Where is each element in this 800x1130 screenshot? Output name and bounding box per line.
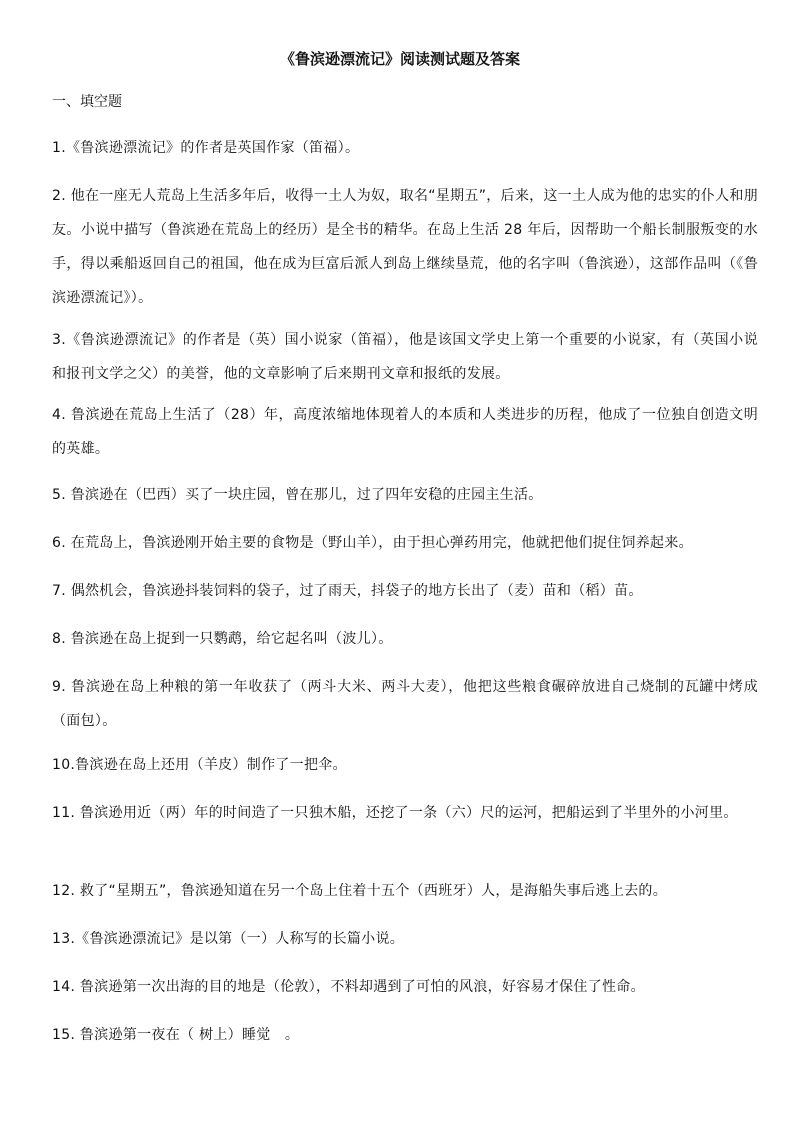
question-3: 3.《鲁滨逊漂流记》的作者是（英）国小说家（笛福），他是该国文学史上第一个重要的小说家，有（英国小说和报刊文学之父）的美誉，他的文章影响了后来期刊文章和报纸的发展。 xyxy=(52,332,758,382)
document-title: 《鲁滨逊漂流记》阅读测试题及答案 xyxy=(279,50,520,68)
question-15: 15. 鲁滨逊第一夜在（ 树上）睡觉 。 xyxy=(52,1027,300,1043)
question-2: 2. 他在一座无人荒岛上生活多年后，收得一土人为奴，取名“星期五”，后来，这一土人成为他的忠实的仆人和朋友。小说中描写（鲁滨逊在荒岛上的经历）是全书的精华。在岛上生活 28 年后，因帮助一个船长制服叛变的水手，得以乘船返回自己的祖国，他在成为巨富后派人到岛上继续垦荒，他的名字叫（鲁滨逊），这部作品叫（《鲁滨逊漂流记》）。 xyxy=(52,188,758,306)
question-7: 7. 偶然机会，鲁滨逊抖装饲料的袋子，过了雨天，抖袋子的地方长出了（麦）苗和（稻）苗。 xyxy=(52,583,643,599)
question-1: 1.《鲁滨逊漂流记》的作者是英国作家（笛福）。 xyxy=(52,140,360,156)
section-heading: 一、填空题 xyxy=(52,94,122,110)
question-5: 5. 鲁滨逊在（巴西）买了一块庄园，曾在那儿，过了四年安稳的庄园主生活。 xyxy=(52,487,543,503)
question-13: 13.《鲁滨逊漂流记》是以第（一）人称写的长篇小说。 xyxy=(52,931,405,947)
question-10: 10.鲁滨逊在岛上还用（羊皮）制作了一把伞。 xyxy=(52,757,347,773)
question-9: 9. 鲁滨逊在岛上种粮的第一年收获了（两斗大米、两斗大麦），他把这些粮食碾碎放进自己烧制的瓦罐中烤成（面包）。 xyxy=(52,679,758,729)
question-6: 6. 在荒岛上，鲁滨逊刚开始主要的食物是（野山羊），由于担心弹药用完，他就把他们捉住饲养起来。 xyxy=(52,535,693,551)
question-4: 4. 鲁滨逊在荒岛上生活了（28）年，高度浓缩地体现着人的本质和人类进步的历程，他成了一位独自创造文明的英雄。 xyxy=(52,407,758,457)
question-8: 8. 鲁滨逊在岛上捉到一只鹦鹉，给它起名叫（波儿）。 xyxy=(52,631,393,647)
question-14: 14. 鲁滨逊第一次出海的目的地是（伦敦），不料却遇到了可怕的风浪，好容易才保住了性命。 xyxy=(52,979,645,995)
question-11: 11. 鲁滨逊用近（两）年的时间造了一只独木船，还挖了一条（六）尺的运河，把船运到了半里外的小河里。 xyxy=(52,805,738,821)
question-12: 12. 救了“星期五”，鲁滨逊知道在另一个岛上住着十五个（西班牙）人，是海船失事后逃上去的。 xyxy=(52,883,668,899)
